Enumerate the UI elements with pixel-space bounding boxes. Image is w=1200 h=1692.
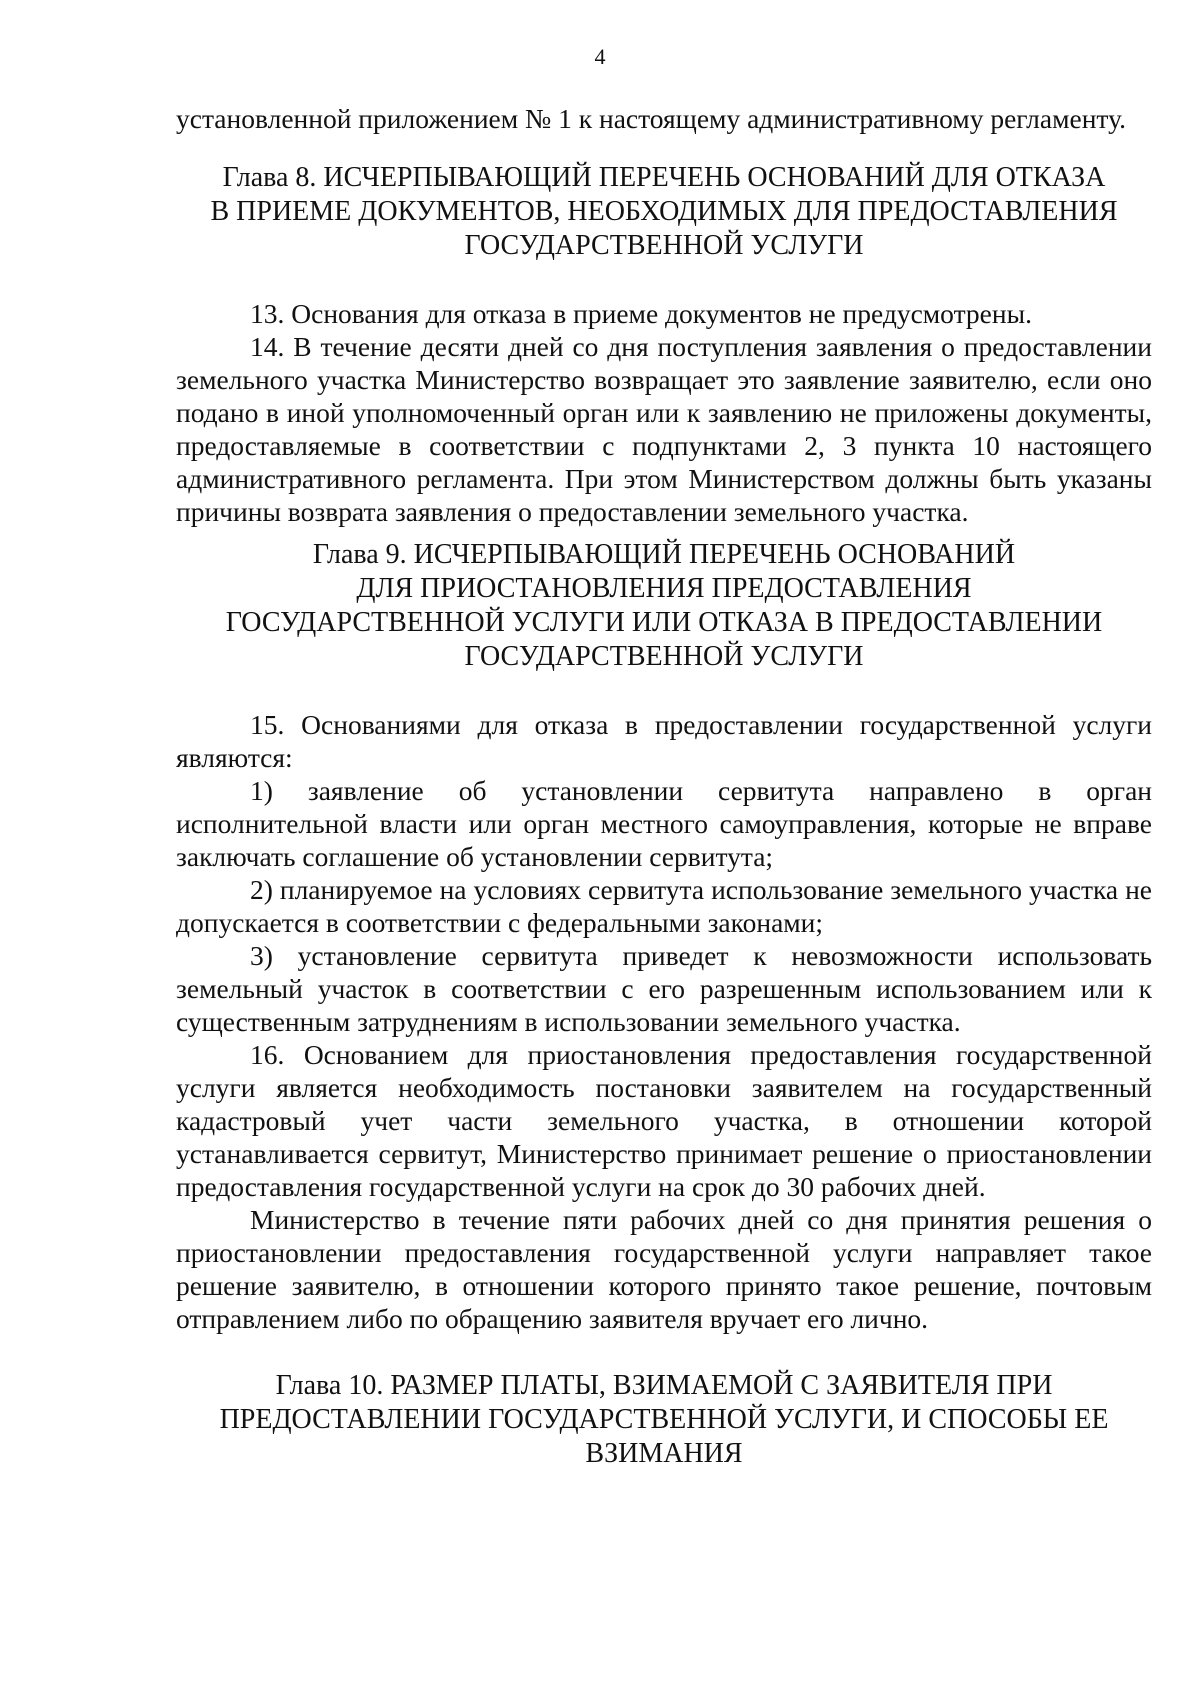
intro-paragraph: установленной приложением № 1 к настоящему административному регламенту.: [176, 103, 1126, 134]
page-number: 4: [594, 44, 606, 69]
chapter-10-heading: [176, 1369, 1152, 1471]
chapter-10-heading-line: Глава 10. РАЗМЕР ПЛАТЫ, ВЗИМАЕМОЙ С ЗАЯВИТЕЛЯ ПРИ: [275, 1370, 1053, 1401]
chapter-9-heading-line: ГОСУДАРСТВЕННОЙ УСЛУГИ: [464, 641, 864, 672]
paragraph-15-item-3: 3) установление сервитута приведет к невозможности использовать земельный участок в соответствии с его разрешенным использованием или к существенным затруднениям в использовании земельного участка.: [176, 940, 1152, 1037]
chapter-9-heading: [176, 538, 1152, 674]
chapter-10-heading-line: ПРЕДОСТАВЛЕНИИ ГОСУДАРСТВЕННОЙ УСЛУГИ, И СПОСОБЫ ЕЕ: [219, 1404, 1109, 1435]
chapter-9-heading-line: ГОСУДАРСТВЕННОЙ УСЛУГИ ИЛИ ОТКАЗА В ПРЕДОСТАВЛЕНИИ: [225, 607, 1103, 638]
paragraph-15: 15. Основаниями для отказа в предоставлении государственной услуги являются:: [176, 709, 1152, 773]
paragraph-13: 13. Основания для отказа в приеме документов не предусмотрены.: [250, 298, 1032, 329]
paragraph-15-item-1: 1) заявление об установлении сервитута направлено в орган исполнительной власти или орган местного самоуправления, которые не вправе заключать соглашение об установлении сервитута;: [176, 775, 1152, 872]
chapter-8-heading-line: В ПРИЕМЕ ДОКУМЕНТОВ, НЕОБХОДИМЫХ ДЛЯ ПРЕДОСТАВЛЕНИЯ: [210, 196, 1118, 227]
chapter-9-heading-line: ДЛЯ ПРИОСТАНОВЛЕНИЯ ПРЕДОСТАВЛЕНИЯ: [356, 573, 972, 604]
paragraph-14: 14. В течение десяти дней со дня поступления заявления о предоставлении земельного участка Министерство возвращает это заявление заявителю, если оно подано в иной уполномоченный орган или к заявлению не приложены документы, предоставляемые в соответствии с подпунктами 2, 3 пункта 10 настоящего административного регламента. При этом Министерством должны быть указаны причины возврата заявления о предоставлении земельного участка.: [176, 331, 1152, 527]
chapter-8-heading-line: Глава 8. ИСЧЕРПЫВАЮЩИЙ ПЕРЕЧЕНЬ ОСНОВАНИЙ ДЛЯ ОТКАЗА: [222, 162, 1106, 193]
paragraph-15-item-2: 2) планируемое на условиях сервитута использование земельного участка не допускается в соответствии с федеральными законами;: [176, 874, 1152, 938]
chapter-8-heading-line: ГОСУДАРСТВЕННОЙ УСЛУГИ: [464, 230, 864, 261]
chapter-10-heading-line: ВЗИМАНИЯ: [585, 1438, 743, 1469]
chapter-9-heading-line: Глава 9. ИСЧЕРПЫВАЮЩИЙ ПЕРЕЧЕНЬ ОСНОВАНИЙ: [312, 539, 1016, 570]
chapter-8-heading: [176, 161, 1152, 263]
document-body: [176, 102, 1152, 1471]
paragraph-16-continuation: Министерство в течение пяти рабочих дней со дня принятия решения о приостановлении предоставления государственной услуги направляет такое решение заявителю, в отношении которого принято такое решение, почтовым отправлением либо по обращению заявителя вручает его лично.: [176, 1204, 1152, 1334]
paragraph-16: 16. Основанием для приостановления предоставления государственной услуги является необходимость постановки заявителем на государственный кадастровый учет части земельного участка, в отношении которой устанавливается сервитут, Министерство принимает решение о приостановлении предоставления государственной услуги на срок до 30 рабочих дней.: [176, 1039, 1152, 1202]
